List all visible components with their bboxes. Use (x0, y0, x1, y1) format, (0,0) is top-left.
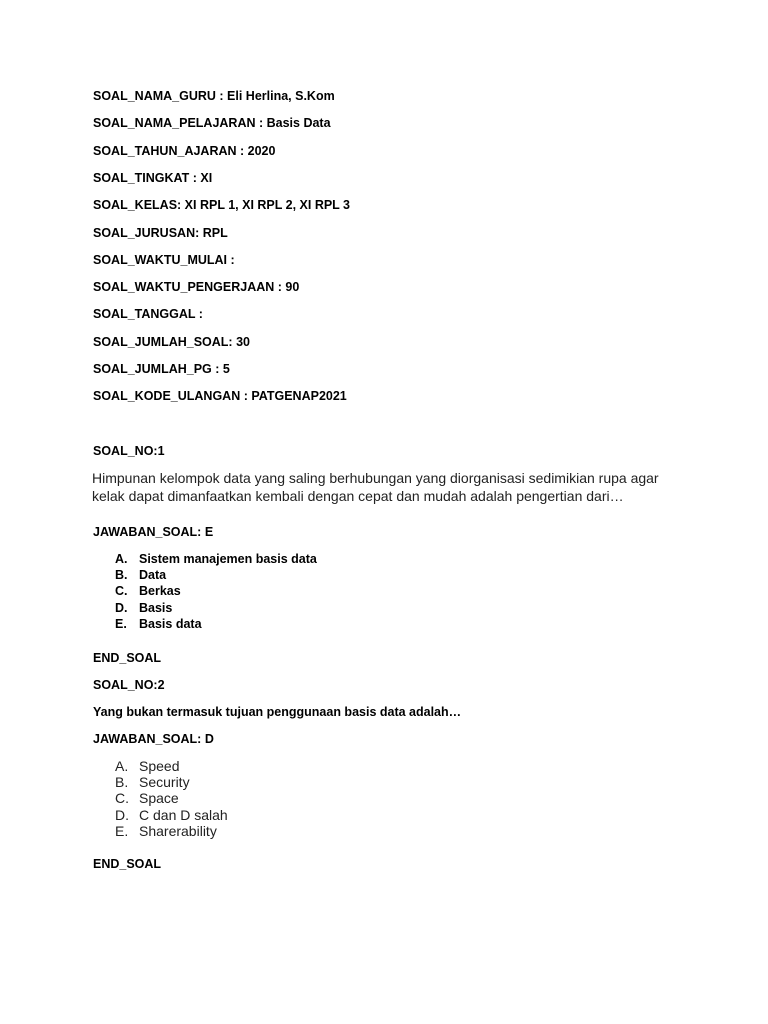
option-item (115, 567, 317, 583)
end-marker: END_SOAL (93, 857, 162, 871)
option-letter: D. (115, 806, 129, 823)
option-text: Space (139, 790, 179, 807)
option-letter: A. (115, 758, 129, 774)
option-item (115, 790, 228, 806)
option-letter: E. (115, 822, 129, 839)
option-list (115, 551, 317, 632)
option-text: C dan D salah (139, 806, 228, 823)
option-text: Basis (139, 600, 173, 615)
option-letter: A. (115, 552, 128, 566)
answer-key: JAWABAN_SOAL: E (93, 525, 214, 539)
option-text: Berkas (139, 584, 181, 599)
header-jumlah-pg: SOAL_JUMLAH_PG : 5 (93, 362, 230, 376)
header-pelajaran: SOAL_NAMA_PELAJARAN : Basis Data (93, 116, 331, 130)
option-item (115, 583, 317, 599)
answer-key: JAWABAN_SOAL: D (93, 732, 214, 746)
option-item (115, 616, 317, 632)
header-jurusan: SOAL_JURUSAN: RPL (93, 226, 228, 240)
option-item (115, 807, 228, 823)
question-text: Himpunan kelompok data yang saling berhubungan yang diorganisasi sedimikian rupa agar kelak dapat dimanfaatkan kembali dengan cepat dan mudah adalah pengertian dari… (92, 470, 659, 504)
end-marker: END_SOAL (93, 651, 162, 665)
header-jumlah-soal: SOAL_JUMLAH_SOAL: 30 (93, 335, 250, 349)
header-kelas: SOAL_KELAS: XI RPL 1, XI RPL 2, XI RPL 3 (93, 198, 351, 212)
option-text: Data (139, 568, 167, 583)
option-item (115, 774, 228, 790)
question-text: Yang bukan termasuk tujuan penggunaan basis data adalah… (93, 705, 462, 719)
option-item (115, 758, 228, 774)
option-item (115, 823, 228, 839)
header-kode-ulangan: SOAL_KODE_ULANGAN : PATGENAP2021 (93, 389, 347, 403)
header-guru: SOAL_NAMA_GURU : Eli Herlina, S.Kom (93, 89, 335, 103)
header-waktu-mulai: SOAL_WAKTU_MULAI : (93, 253, 235, 267)
option-letter: C. (115, 790, 129, 807)
option-letter: C. (115, 584, 128, 599)
header-waktu-pengerjaan: SOAL_WAKTU_PENGERJAAN : 90 (93, 280, 300, 294)
option-letter: E. (115, 616, 127, 631)
option-text: Sistem manajemen basis data (139, 552, 317, 566)
question-number: SOAL_NO:1 (93, 444, 165, 458)
option-item (115, 600, 317, 616)
option-text: Speed (139, 758, 180, 774)
option-text: Basis data (139, 616, 202, 631)
option-letter: B. (115, 774, 129, 791)
option-text: Sharerability (139, 822, 217, 839)
question-number: SOAL_NO:2 (93, 678, 165, 692)
header-tingkat: SOAL_TINGKAT : XI (93, 171, 213, 185)
header-tanggal: SOAL_TANGGAL : (93, 307, 203, 321)
option-item (115, 551, 317, 567)
option-letter: D. (115, 600, 128, 615)
option-text: Security (139, 774, 190, 791)
header-tahun-ajaran: SOAL_TAHUN_AJARAN : 2020 (93, 144, 276, 158)
option-letter: B. (115, 568, 128, 583)
option-list (115, 758, 228, 839)
